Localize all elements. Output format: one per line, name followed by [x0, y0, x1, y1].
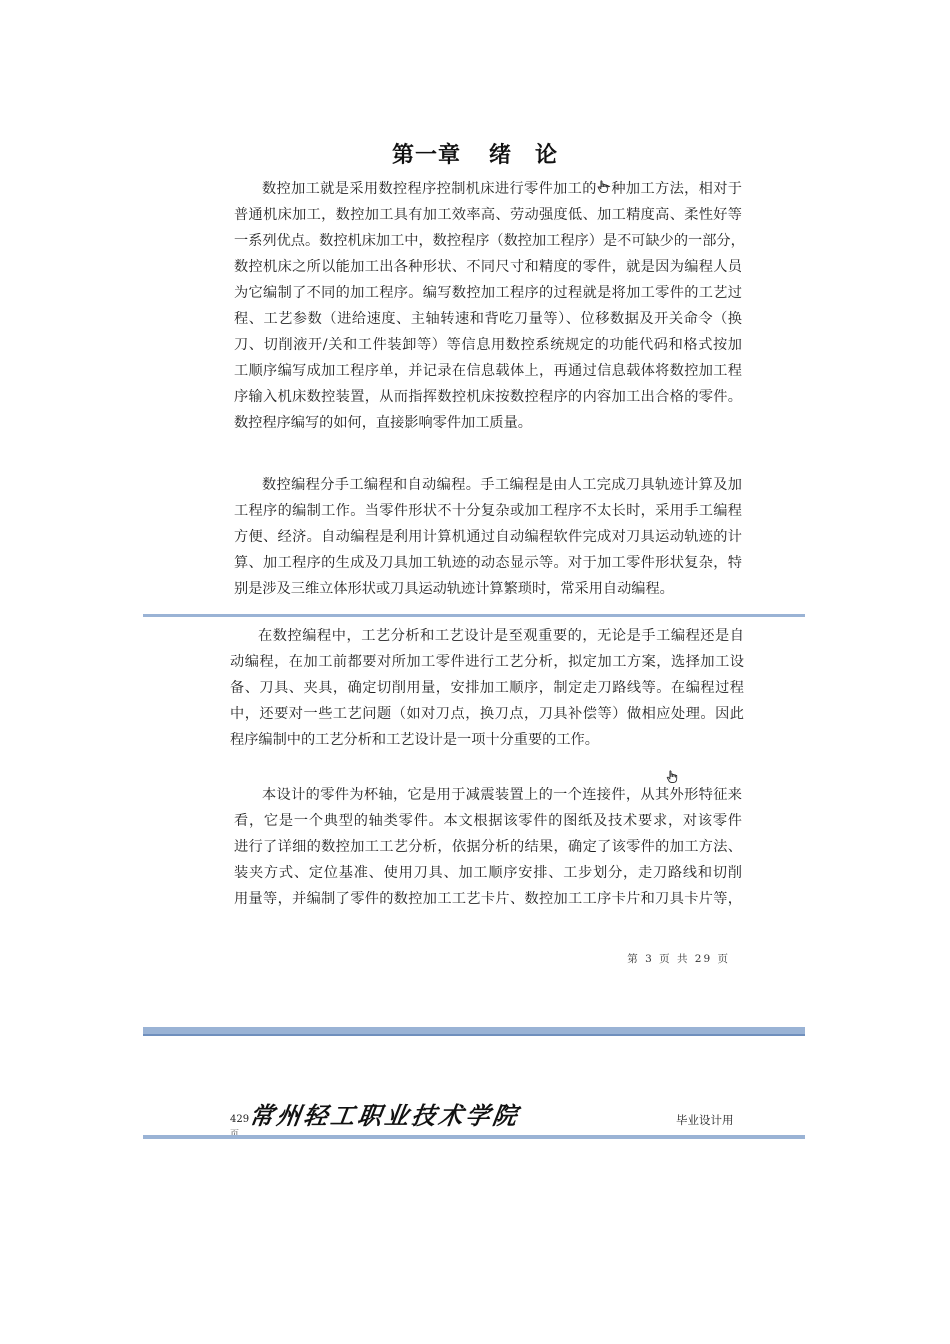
text-line: 数控编程分手工编程和自动编程。手工编程是由人工完成刀具轨迹计算及加	[262, 477, 742, 493]
text-line: 数控加工就是采用数控程序控制机床进行零件加工的一种加工方法，相对于	[262, 181, 742, 197]
text-line: 程、工艺参数（进给速度、主轴转速和背吃刀量等）、位移数据及开关命令（换	[234, 311, 742, 327]
chapter-heading	[0, 138, 950, 169]
text-line: 算、加工程序的生成及刀具加工轨迹的动态显示等。对于加工零件形状复杂，特	[234, 555, 742, 571]
text-line: 工程序的编制工作。当零件形状不十分复杂或加工程序不太长时，采用手工编程	[234, 503, 742, 519]
chapter-title: 绪 论	[489, 142, 559, 168]
text-line: 用量等，并编制了零件的数控加工工艺卡片、数控加工工序卡片和刀具卡片等，	[234, 891, 742, 907]
text-line: 进行了详细的数控加工工艺分析，依据分析的结果，确定了该零件的加工方法、	[234, 839, 742, 855]
hand-cursor-icon	[597, 180, 611, 194]
text-line: 序输入机床数控装置，从而指挥数控机床按数控程序的内容加工出合格的零件。	[234, 389, 742, 405]
text-line: 数控程序编写的如何，直接影响零件加工质量。	[234, 415, 532, 431]
text-line: 数控机床之所以能加工出各种形状、不同尺寸和精度的零件，就是因为编程人员	[234, 259, 742, 275]
text-line: 普通机床加工，数控加工具有加工效率高、劳动强度低、加工精度高、柔性好等	[234, 207, 742, 223]
text-line: 动编程，在加工前都要对所加工零件进行工艺分析，拟定加工方案，选择加工设	[230, 654, 744, 670]
chapter-number: 第一章	[391, 142, 461, 168]
text-line: 一系列优点。数控机床加工中，数控程序（数控加工程序）是不可缺少的一部分，	[234, 233, 745, 249]
page-break-rule	[143, 1027, 805, 1036]
school-logo: 常州轻工职业技术学院	[247, 1101, 522, 1130]
text-line: 工顺序编写成加工程序单，并记录在信息载体上，再通过信息载体将数控加工程	[234, 363, 742, 379]
text-line: 在数控编程中，工艺分析和工艺设计是至观重要的，无论是手工编程还是自	[258, 628, 744, 644]
footer-right-text: 毕业设计用	[676, 1113, 734, 1127]
paragraph-1	[234, 176, 745, 436]
paragraph-2	[234, 472, 742, 602]
page-number: 第 3 页 共 29 页	[627, 953, 730, 965]
header-underline-rule	[143, 1135, 805, 1139]
text-line: 别是涉及三维立体形状或刀具运动轨迹计算繁琐时，常采用自动编程。	[234, 581, 674, 597]
text-line: 本设计的零件为杯轴，它是用于减震装置上的一个连接件，从其外形特征来	[262, 787, 742, 803]
text-line: 备、刀具、夹具，确定切削用量，安排加工顺序，制定走刀路线等。在编程过程	[230, 680, 744, 696]
text-line: 中，还要对一些工艺问题（如对刀点，换刀点，刀具补偿等）做相应处理。因此	[230, 706, 744, 722]
section-divider	[143, 614, 805, 617]
text-line: 为它编制了不同的加工程序。编写数控加工程序的过程就是将加工零件的工艺过	[234, 285, 742, 301]
text-line: 刀、切削液开/关和工件装卸等）等信息用数控系统规定的功能代码和格式按加	[234, 337, 742, 353]
paragraph-3	[230, 623, 744, 753]
text-line: 程序编制中的工艺分析和工艺设计是一项十分重要的工作。	[230, 732, 599, 748]
text-line: 装夹方式、定位基准、使用刀具、加工顺序安排、工步划分，走刀路线和切削	[234, 865, 742, 881]
paragraph-4	[234, 782, 742, 912]
footer-number: 429	[230, 1114, 250, 1125]
text-line: 方便、经济。自动编程是利用计算机通过自动编程软件完成对刀具运动轨迹的计	[234, 529, 742, 545]
text-line: 看，它是一个典型的轴类零件。本文根据该零件的图纸及技术要求，对该零件	[234, 813, 742, 829]
